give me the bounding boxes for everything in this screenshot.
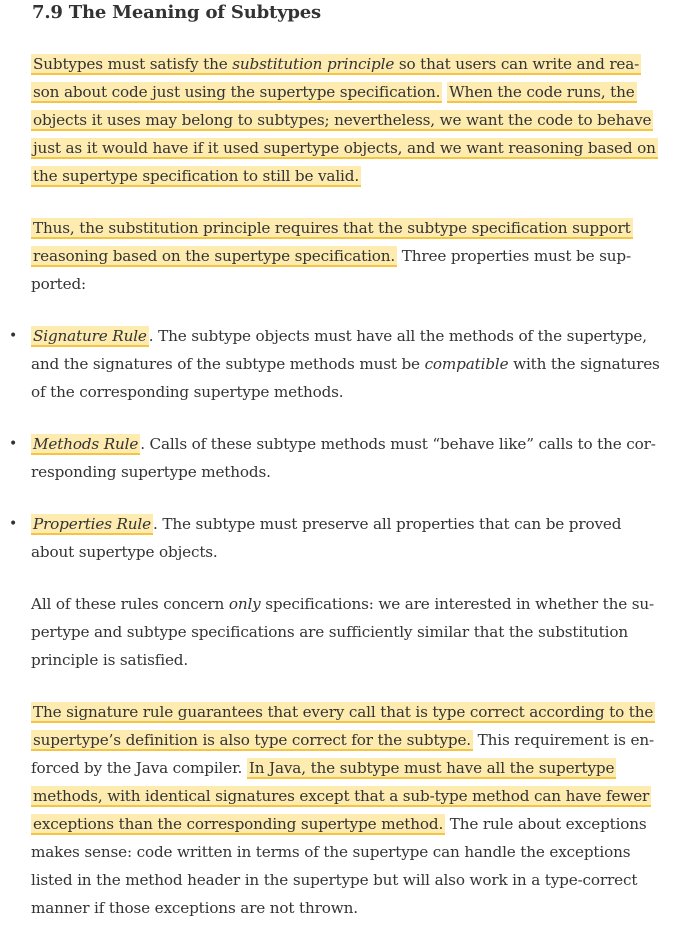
text-span: with the signatures of the corresponding supertype methods. [31,355,660,401]
highlight[interactable]: The signature rule guarantees that every call that is type correct according to the supertype’s definition is also type correct for the subtype. [33,703,654,749]
emphasis-only: only [228,595,261,613]
text-span: Three properties must be sup-ported: [31,247,631,293]
text-span: This requirement is en-forced by the Java compiler. [31,731,654,777]
bullet-methods-rule [31,430,661,486]
paragraph-substitution-principle [31,50,661,190]
bullet-marker: • [9,328,18,344]
bullet-marker: • [9,516,18,532]
term-substitution-principle: substitution principle [232,55,395,73]
term-signature-rule[interactable]: Signature Rule [33,327,147,345]
highlight[interactable]: Thus, the substitution principle requires that the subtype specification support reasoning based on the supertype specification. [33,219,631,265]
text-span: so that users can write and rea-son about code just using the supertype specification. [33,55,640,101]
paragraph-requirements [31,214,661,298]
paragraph-rules-concern [31,590,661,674]
text-span: The rule about exceptions makes sense: code written in terms of the supertype can handle the exceptions listed in the method header in the supertype but will also work in a type-correct manner if those exceptions are not thrown. [31,815,647,917]
text-span: Subtypes must satisfy the [33,55,233,73]
term-methods-rule[interactable]: Methods Rule [33,435,139,453]
bullet-marker: • [9,436,18,452]
paragraph-signature-rule [31,698,661,922]
bullet-signature-rule [31,322,661,406]
text-span: . Calls of these subtype methods must “behave like” calls to the cor-responding supertype methods. [31,435,656,481]
highlight[interactable]: In Java, the subtype must have all the supertype methods, with identical signatures except that a sub-type method can have fewer exceptions than the corresponding supertype method. [33,759,650,833]
text-span: . The subtype must preserve all properties that can be proved about supertype objects. [31,515,622,561]
text-span: specifications: we are interested in whether the su-pertype and subtype specifications are sufficiently similar that the substitution principle is satisfied. [31,595,654,669]
highlight[interactable]: When the code runs, the objects it uses may belong to subtypes; nevertheless, we want the code to behave just as it would have if it used supertype objects, and we want reasoning based on the supertype specification to still be valid. [33,83,656,185]
emphasis-compatible: compatible [424,355,509,373]
text-span: . The subtype objects must have all the methods of the supertype, and the signatures of the subtype methods must be [31,327,647,373]
bullet-properties-rule [31,510,661,566]
text-span: All of these rules concern [31,595,229,613]
section-heading: 7.9 The Meaning of Subtypes [32,2,321,23]
term-properties-rule[interactable]: Properties Rule [33,515,151,533]
